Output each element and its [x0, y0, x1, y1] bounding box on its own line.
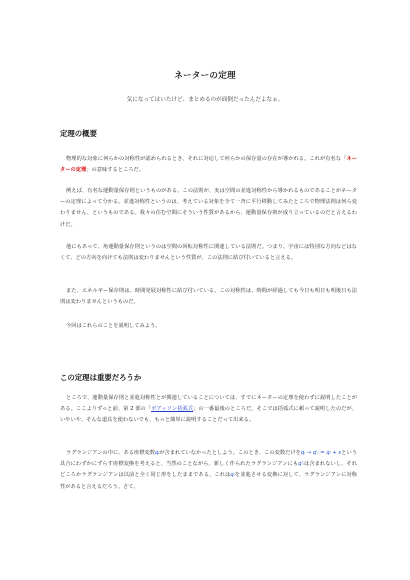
paragraph-text: ラグランジアンの中に、ある座標変数 — [66, 450, 155, 456]
paragraph-text: を並進させる変換に対して、ラグランジアンに対称性があると言えるだろう。さて、 — [60, 472, 357, 490]
paragraph-text: という具合にわずかにずらす座標変換を考えると、当然のことながら、新しく作られたラグランジアンにも — [60, 450, 357, 468]
math-expression: q'ᵢ — [298, 461, 304, 468]
math-expression: qᵢ — [154, 450, 160, 456]
paragraph — [60, 393, 357, 427]
math-expression: qᵢ → q'ᵢ = qᵢ + ε — [300, 450, 342, 456]
paragraph-text: は含まれないし、それどころかラグランジアンは以前と全く同じ形をしたままである。これは — [60, 461, 357, 479]
paragraph — [60, 448, 357, 493]
paragraph-text: 物理的な対象に何らかの対称性が認められるとき、それに対応して何らかの保存量の存在が導かれる。これが有名な「 — [66, 156, 347, 162]
paragraph-text: 」の意味するところだ。 — [86, 167, 144, 174]
page-title: ネーターの定理 — [174, 71, 236, 81]
poisson-bracket-link[interactable]: ボアッソン括弧式 — [151, 406, 194, 413]
paragraph — [60, 154, 357, 176]
paragraph: また、エネルギー保存則は、時間発展対称性に結び付いている。この対称性は、時間が経過しても今日も明日も明後日も法則は変わりませんというものだ。 — [60, 288, 357, 306]
section-heading-overview: 定理の概要 — [60, 129, 97, 138]
paragraph-text: 」の一番最後のところだ。そこでは括弧式に頼って説明したのだが、いやいや、そんな道具を使わないでも、もっと簡単に説明することだって出来る。 — [60, 406, 357, 424]
paragraph-text: ところで、運動量保存則と並進対称性とが関連していることについては、すでにネーターの定理を使わずに説明したことがある。ここよりずっと前、第 2 部の「 — [60, 395, 357, 413]
paragraph: 今回はこれらのことを説明してみよう。 — [66, 323, 161, 329]
paragraph: 他にもあって、角運動量保存則というのは空間の回転対称性に関連している法則だ。つまり、宇宙には特別な方向などはなくて、どの方向を向けても法則は変わりませんという性質が、この法則に結び付いていると言える。 — [60, 244, 357, 262]
highlighted-term: ネーターの定理 — [60, 156, 357, 174]
paragraph: 例えば、有名な運動量保存則というものがある。この法則が、実は空間の並進対称性から導かれるものであることがネーターの定理によって分かる。並進対称性というのは、考えている対象を全て一斉に平行移動してみたところで物理法則は何ら変わりません、というものである。我々の住む空間にそういう性質があるから、運動量保存則が成り立っているのだと言えるわけだ。 — [60, 188, 357, 228]
paragraph-text: が含まれていなかったとしよう。このとき、この変数だけを — [159, 450, 301, 456]
section-heading-importance: この定理は重要だろうか — [60, 373, 142, 382]
page-subtitle: 気になってはいたけど、まとめるのが面倒だったんだよなぁ。 — [126, 97, 284, 103]
math-expression: qᵢ — [230, 472, 235, 479]
